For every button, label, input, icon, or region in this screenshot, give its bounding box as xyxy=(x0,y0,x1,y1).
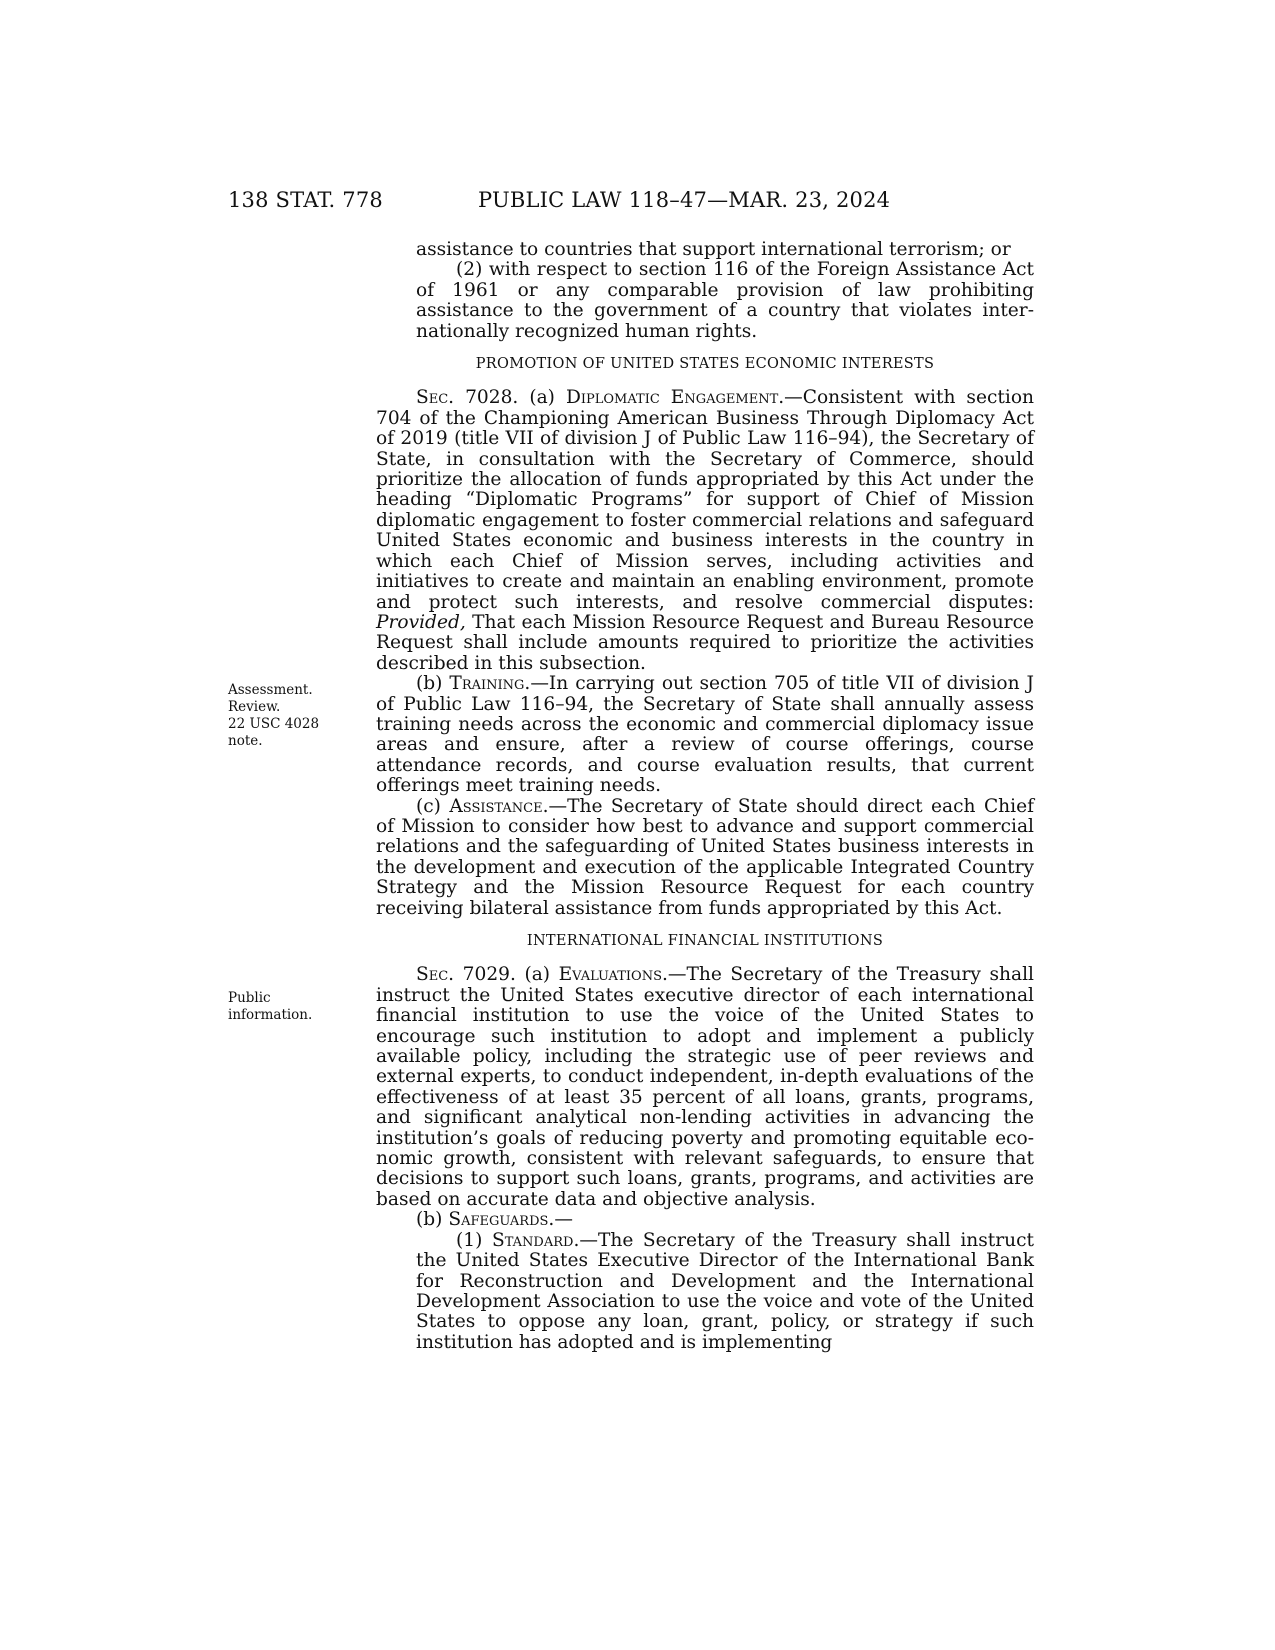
margin-note-line: note. xyxy=(228,733,263,749)
margin-note-line: Review. xyxy=(228,699,281,715)
subsection-title: Diplomatic Engagement xyxy=(565,387,779,409)
subsection-text: .—The Secretary of the Treasury shall instruct the United States executive director of each international financial institution to use the voice of the United States to encourage such institution to adopt and implement a publicly available policy, including the strategic use of peer reviews and external experts, to conduct independent, in-depth evaluations of the effectiveness of at least 35 percent of all loans, grants, programs, and significant analytical non-lending activities in advancing the institution’s goals of reducing poverty and promoting equitable economic growth, consistent with relevant safeguards, to ensure that decisions to support such loans, grants, programs, and activities are based on accurate data and objective analysis. xyxy=(376,964,1034,1210)
section-heading-financial-institutions: INTERNATIONAL FINANCIAL INSTITUTIONS xyxy=(526,933,884,949)
margin-note-line: information. xyxy=(228,1007,313,1023)
subsection-title: Training xyxy=(449,673,525,695)
sec-7029-a xyxy=(376,965,1034,1210)
subsection-prefix: (1) xyxy=(456,1229,492,1251)
section-heading-economic-interests: PROMOTION OF UNITED STATES ECONOMIC INTERESTS xyxy=(475,356,935,373)
subsection-title: Assistance xyxy=(449,795,543,817)
sec-number: 7028. (a) xyxy=(454,387,566,409)
law-title: PUBLIC LAW 118–47—MAR. 23, 2024 xyxy=(478,188,891,212)
sec-7028-b xyxy=(376,674,1034,796)
body-text xyxy=(376,240,1034,1353)
subsection-text: .—In carrying out section 705 of title VII of division J of Public Law 116–94, the Secretary of State shall annually assess training needs across the economic and commercial diplomacy issue areas and ensure, after a review of course offerings, course attendance records, and course evaluation results, that current offerings meet training needs. xyxy=(376,673,1034,797)
sec-label: Sec. xyxy=(416,964,455,986)
subsection-text: .—Consistent with section 704 of the Championing American Business Through Diplomacy Act of 2019 (title VII of division J of Public Law 116–94), the Secretary of State, in consultation with the Secretary of Commerce, should prioritize the allocation of funds appropriated by this Act under the heading “Diplomatic Programs” for support of Chief of Mission diplomatic engagement to foster commercial relations and safeguard United States economic and business interests in the country in which each Chief of Mission serves, including activities and initiatives to create and maintain an enabling environment, promote and protect such interests, and resolve commercial disputes: xyxy=(376,387,1034,613)
subsection-title: Evaluations xyxy=(558,964,662,986)
provided-term: Provided, xyxy=(376,611,466,633)
margin-note-line: Assessment. xyxy=(228,682,313,698)
sec-number: 7029. (a) xyxy=(454,964,559,986)
sec-label: Sec. xyxy=(416,387,455,409)
subsection-text: .—The Secretary of the Treasury shall instruct the United States Executive Director of the International Bank for Reconstruction and Development and the International Development Association to use the voice and vote of the United States to oppose any loan, grant, policy, or strategy if such institution has adopted and is implementing xyxy=(416,1229,1034,1353)
subsection-prefix: (b) xyxy=(416,1209,449,1231)
sec-7028-c xyxy=(376,797,1034,919)
margin-note-line: Public xyxy=(228,990,271,1006)
subsection-text: That each Mission Resource Request and Bureau Resource Request shall include amounts required to prioritize the activities described in this subsection. xyxy=(376,611,1034,674)
margin-note-public-information xyxy=(228,990,348,1024)
margin-note-assessment xyxy=(228,682,348,750)
subsection-title: Safeguards xyxy=(448,1209,549,1231)
subsection-text: .— xyxy=(548,1209,573,1231)
paragraph-carryover: assistance to countries that support international terrorism; or xyxy=(416,239,1011,260)
margin-note-line: 22 USC 4028 xyxy=(228,716,320,732)
page-header xyxy=(228,188,1044,218)
subsection-text: .—The Secretary of State should direct each Chief of Mission to consider how best to advance and support commercial relations and the safeguarding of United States business interests in the development and execution of the applicable Integrated Country Strategy and the Mission Resource Request for each country receiving bilateral assistance from funds appropriated by this Act. xyxy=(376,795,1034,919)
subsection-prefix: (b) xyxy=(416,673,450,695)
stat-citation: 138 STAT. 778 xyxy=(228,188,383,212)
sec-7028-a xyxy=(376,388,1034,674)
sec-7029-b xyxy=(376,1210,1034,1230)
paragraph-2: (2) with respect to section 116 of the Foreign Assistance Act of 1961 or any comparable provision of law prohibiting assistance to the government of a country that violates internationally recognized human rights. xyxy=(416,259,1034,342)
subsection-prefix: (c) xyxy=(416,795,450,817)
sec-7029-b-1 xyxy=(376,1231,1034,1353)
subsection-title: Standard xyxy=(491,1229,574,1251)
